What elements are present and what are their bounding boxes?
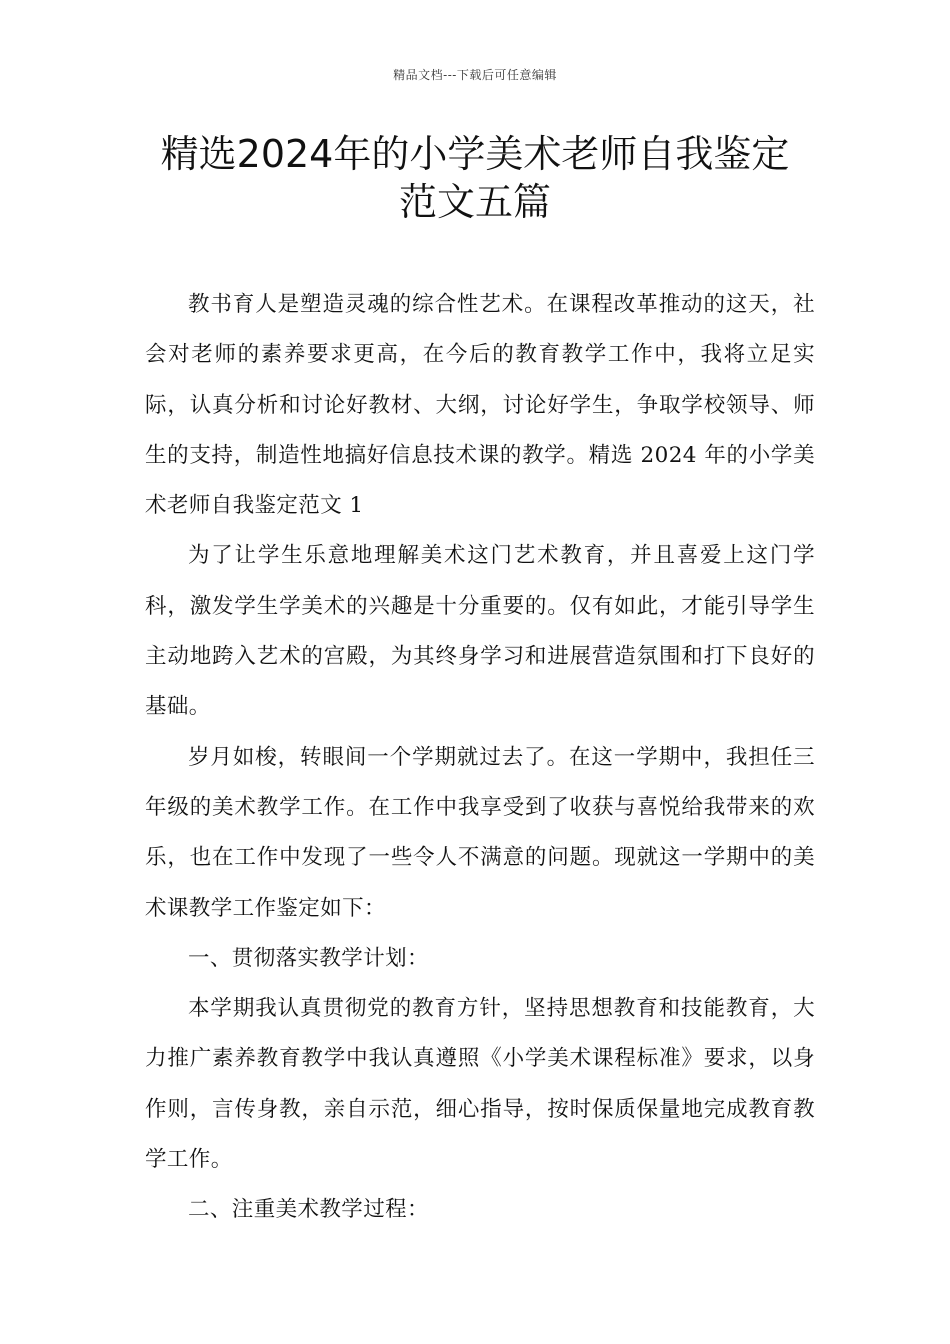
document-title [100,130,850,226]
section-heading-2: 二、注重美术教学过程： [188,1197,429,1223]
section-heading-1: 一、贯彻落实教学计划： [188,945,429,971]
paragraph-semester: 岁月如梭，转眼间一个学期就过去了。在这一学期中，我担任三年级的美术教学工作。在工作中我享受到了收获与喜悦给我带来的欢乐，也在工作中发现了一些令人不满意的问题。现就这一学期中的美术课教学工作鉴定如下： [145,744,815,921]
paragraph-plan: 本学期我认真贯彻党的教育方针，坚持思想教育和技能教育，大力推广素养教育教学中我认真遵照《小学美术课程标准》要求，以身作则，言传身教，亲自示范，细心指导，按时保质保量地完成教育教学工作。 [145,996,815,1173]
page-header: 精品文档---下载后可任意编辑 [393,68,557,82]
title-line-2: 范文五篇 [398,180,551,224]
document-body [145,280,815,1236]
paragraph-interest: 为了让学生乐意地理解美术这门艺术教育，并且喜爱上这门学科，激发学生学美术的兴趣是十分重要的。仅有如此，才能引导学生主动地跨入艺术的宫殿，为其终身学习和进展营造氛围和打下良好的基础。 [145,543,815,720]
paragraph-intro: 教书育人是塑造灵魂的综合性艺术。在课程改革推动的这天，社会对老师的素养要求更高，在今后的教育教学工作中，我将立足实际，认真分析和讨论好教材、大纲，讨论好学生，争取学校领导、师生的支持，制造性地搞好信息技术课的教学。精选 2024 年的小学美术老师自我鉴定范文 1 [145,292,815,519]
title-line-1: 精选2024年的小学美术老师自我鉴定 [160,132,790,176]
